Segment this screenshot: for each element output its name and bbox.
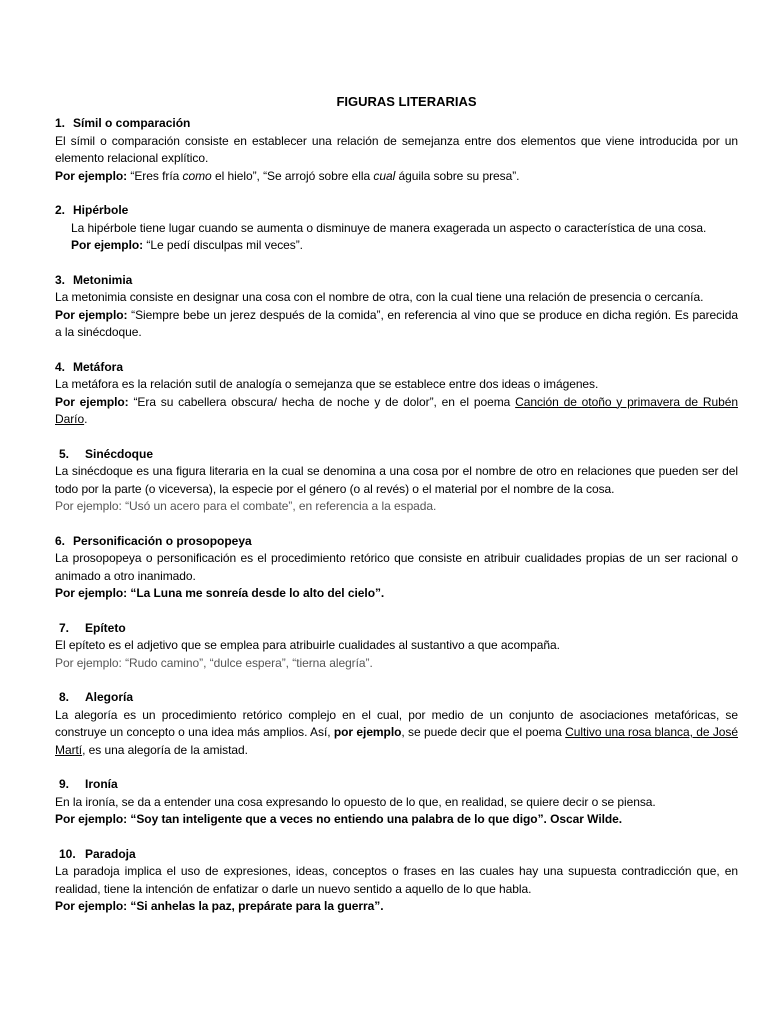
- section-ironia: [55, 776, 738, 829]
- example-label: Por ejemplo:: [71, 238, 144, 252]
- section-simil: [55, 115, 738, 185]
- example-text: el hielo”, “Se arrojó sobre ella: [211, 168, 374, 183]
- section-heading: [55, 446, 738, 464]
- section-title: Metonimia: [73, 272, 133, 287]
- section-heading: [55, 776, 738, 794]
- section-number: 6.: [55, 533, 66, 548]
- section-example: [55, 168, 738, 186]
- section-example: [55, 811, 738, 829]
- example-label: Por ejemplo:: [55, 499, 122, 513]
- section-number: 8.: [59, 690, 70, 704]
- body-bold: por ejemplo: [333, 725, 402, 739]
- section-metonimia: [55, 272, 738, 342]
- example-text: “Si anhelas la paz, prepárate para la guerra”.: [130, 899, 384, 913]
- section-title: Personificación o prosopopeya: [73, 533, 252, 548]
- section-heading: [55, 115, 738, 133]
- example-text: “La Luna me sonreía desde lo alto del cielo”.: [130, 586, 385, 600]
- section-title: Hipérbole: [73, 203, 129, 217]
- section-number: 2.: [55, 203, 66, 217]
- poem-link[interactable]: Canción de otoño y primavera de Rubén Darío: [55, 394, 738, 426]
- section-example: [55, 655, 738, 673]
- section-example: [55, 237, 738, 255]
- example-label: Por ejemplo:: [55, 168, 128, 183]
- section-heading: [55, 689, 738, 707]
- section-epiteto: [55, 620, 738, 673]
- section-example: [55, 498, 738, 516]
- example-label: Por ejemplo:: [55, 812, 128, 826]
- example-text: águila sobre su presa”.: [395, 168, 520, 183]
- section-body: El símil o comparación consiste en establecer una relación de semejanza entre dos elementos que viene introducida por un elemento relacional explítico.: [55, 133, 738, 165]
- section-paradoja: [55, 846, 738, 916]
- example-emphasis: como: [182, 168, 212, 183]
- example-text: “Era su cabellera obscura/ hecha de noche y de dolor”, en el poema: [133, 394, 516, 409]
- example-text: “Siempre bebe un jerez después de la comida”, en referencia al vino que se produce en dicha región. Es parecida a la sinécdoque.: [55, 307, 738, 339]
- body-text: La alegoría es un procedimiento retórico complejo en el cual, por medio de un conjunto de asociaciones metafóricas, se construye un concepto o una idea más amplios. Así,: [55, 707, 738, 739]
- section-metafora: [55, 359, 738, 429]
- section-number: 1.: [55, 116, 66, 130]
- example-label: Por ejemplo:: [55, 307, 128, 322]
- body-text: , es una alegoría de la amistad.: [82, 742, 248, 757]
- example-text: “Soy tan inteligente que a veces no entiendo una palabra de lo que digo”. Oscar Wilde.: [130, 812, 623, 826]
- section-title: Símil o comparación: [73, 116, 191, 130]
- example-end: .: [84, 412, 88, 426]
- example-label: Por ejemplo:: [55, 586, 128, 600]
- example-label: Por ejemplo:: [55, 899, 128, 913]
- section-number: 9.: [59, 777, 70, 791]
- section-number: 7.: [59, 620, 70, 635]
- section-body: La sinécdoque es una figura literaria en la cual se denomina a una cosa por el nombre de otro en relaciones que pueden ser del todo por la parte (o viceversa), la especie por el género (o al revés) o el material por el nombre de la cosa.: [55, 464, 738, 496]
- example-text: “Usó un acero para el combate”, en referencia a la espada.: [125, 499, 437, 513]
- section-alegoria: [55, 689, 738, 759]
- section-heading: [55, 533, 738, 551]
- section-example: [55, 898, 738, 916]
- section-hiperbole: [55, 202, 738, 255]
- section-sinecdoque: [55, 446, 738, 516]
- section-body: [55, 707, 738, 760]
- section-example: [55, 307, 738, 342]
- page-title: FIGURAS LITERARIAS: [336, 94, 477, 109]
- section-heading: [55, 359, 738, 377]
- section-body: La paradoja implica el uso de expresiones, ideas, conceptos o frases en las cuales hay una supuesta contradicción que, en realidad, tiene la intención de enfatizar o darle un nuevo sentido a aquello de lo que habla.: [55, 864, 738, 896]
- section-number: 10.: [59, 846, 76, 861]
- section-body: La prosopopeya o personificación es el procedimiento retórico que consiste en atribuir cualidades propias de un ser racional o animado a otro inanimado.: [55, 551, 738, 583]
- poem-link[interactable]: Cultivo una rosa blanca, de José Martí: [55, 725, 738, 757]
- section-body: La metáfora es la relación sutil de analogía o semejanza que se establece entre dos ideas o imágenes.: [55, 377, 599, 391]
- section-heading: [55, 272, 738, 290]
- section-body: La hipérbole tiene lugar cuando se aumenta o disminuye de manera exagerada un aspecto o característica de una cosa.: [71, 220, 707, 235]
- section-heading: [55, 202, 738, 220]
- example-label: Por ejemplo:: [55, 655, 122, 670]
- section-title: Epíteto: [85, 620, 126, 635]
- section-example: [55, 394, 738, 429]
- section-title: Sinécdoque: [85, 446, 154, 461]
- section-body: La metonimia consiste en designar una cosa con el nombre de otra, con la cual tiene una relación de presencia o cercanía.: [55, 290, 704, 304]
- section-personificacion: [55, 533, 738, 603]
- section-number: 4.: [55, 359, 66, 374]
- section-body: En la ironía, se da a entender una cosa expresando lo opuesto de lo que, en realidad, se quiere decir o se piensa.: [55, 794, 656, 809]
- section-heading: [55, 620, 738, 638]
- section-title: Ironía: [85, 777, 118, 791]
- section-title: Metáfora: [73, 359, 124, 374]
- example-label: Por ejemplo:: [55, 394, 129, 409]
- example-emphasis: cual: [373, 168, 396, 183]
- section-number: 5.: [59, 446, 70, 461]
- section-number: 3.: [55, 272, 66, 287]
- example-text: “Rudo camino”, “dulce espera”, “tierna alegría”.: [125, 655, 373, 670]
- section-title: Alegoría: [85, 690, 134, 704]
- section-example: [55, 585, 738, 603]
- section-title: Paradoja: [85, 846, 136, 861]
- example-text: “Le pedí disculpas mil veces”.: [146, 238, 303, 252]
- example-text: “Eres fría: [130, 168, 183, 183]
- section-body: El epíteto es el adjetivo que se emplea para atribuirle cualidades al sustantivo a que acompaña.: [55, 638, 560, 652]
- body-text: , se puede decir que el poema: [401, 725, 566, 739]
- section-heading: [55, 846, 738, 864]
